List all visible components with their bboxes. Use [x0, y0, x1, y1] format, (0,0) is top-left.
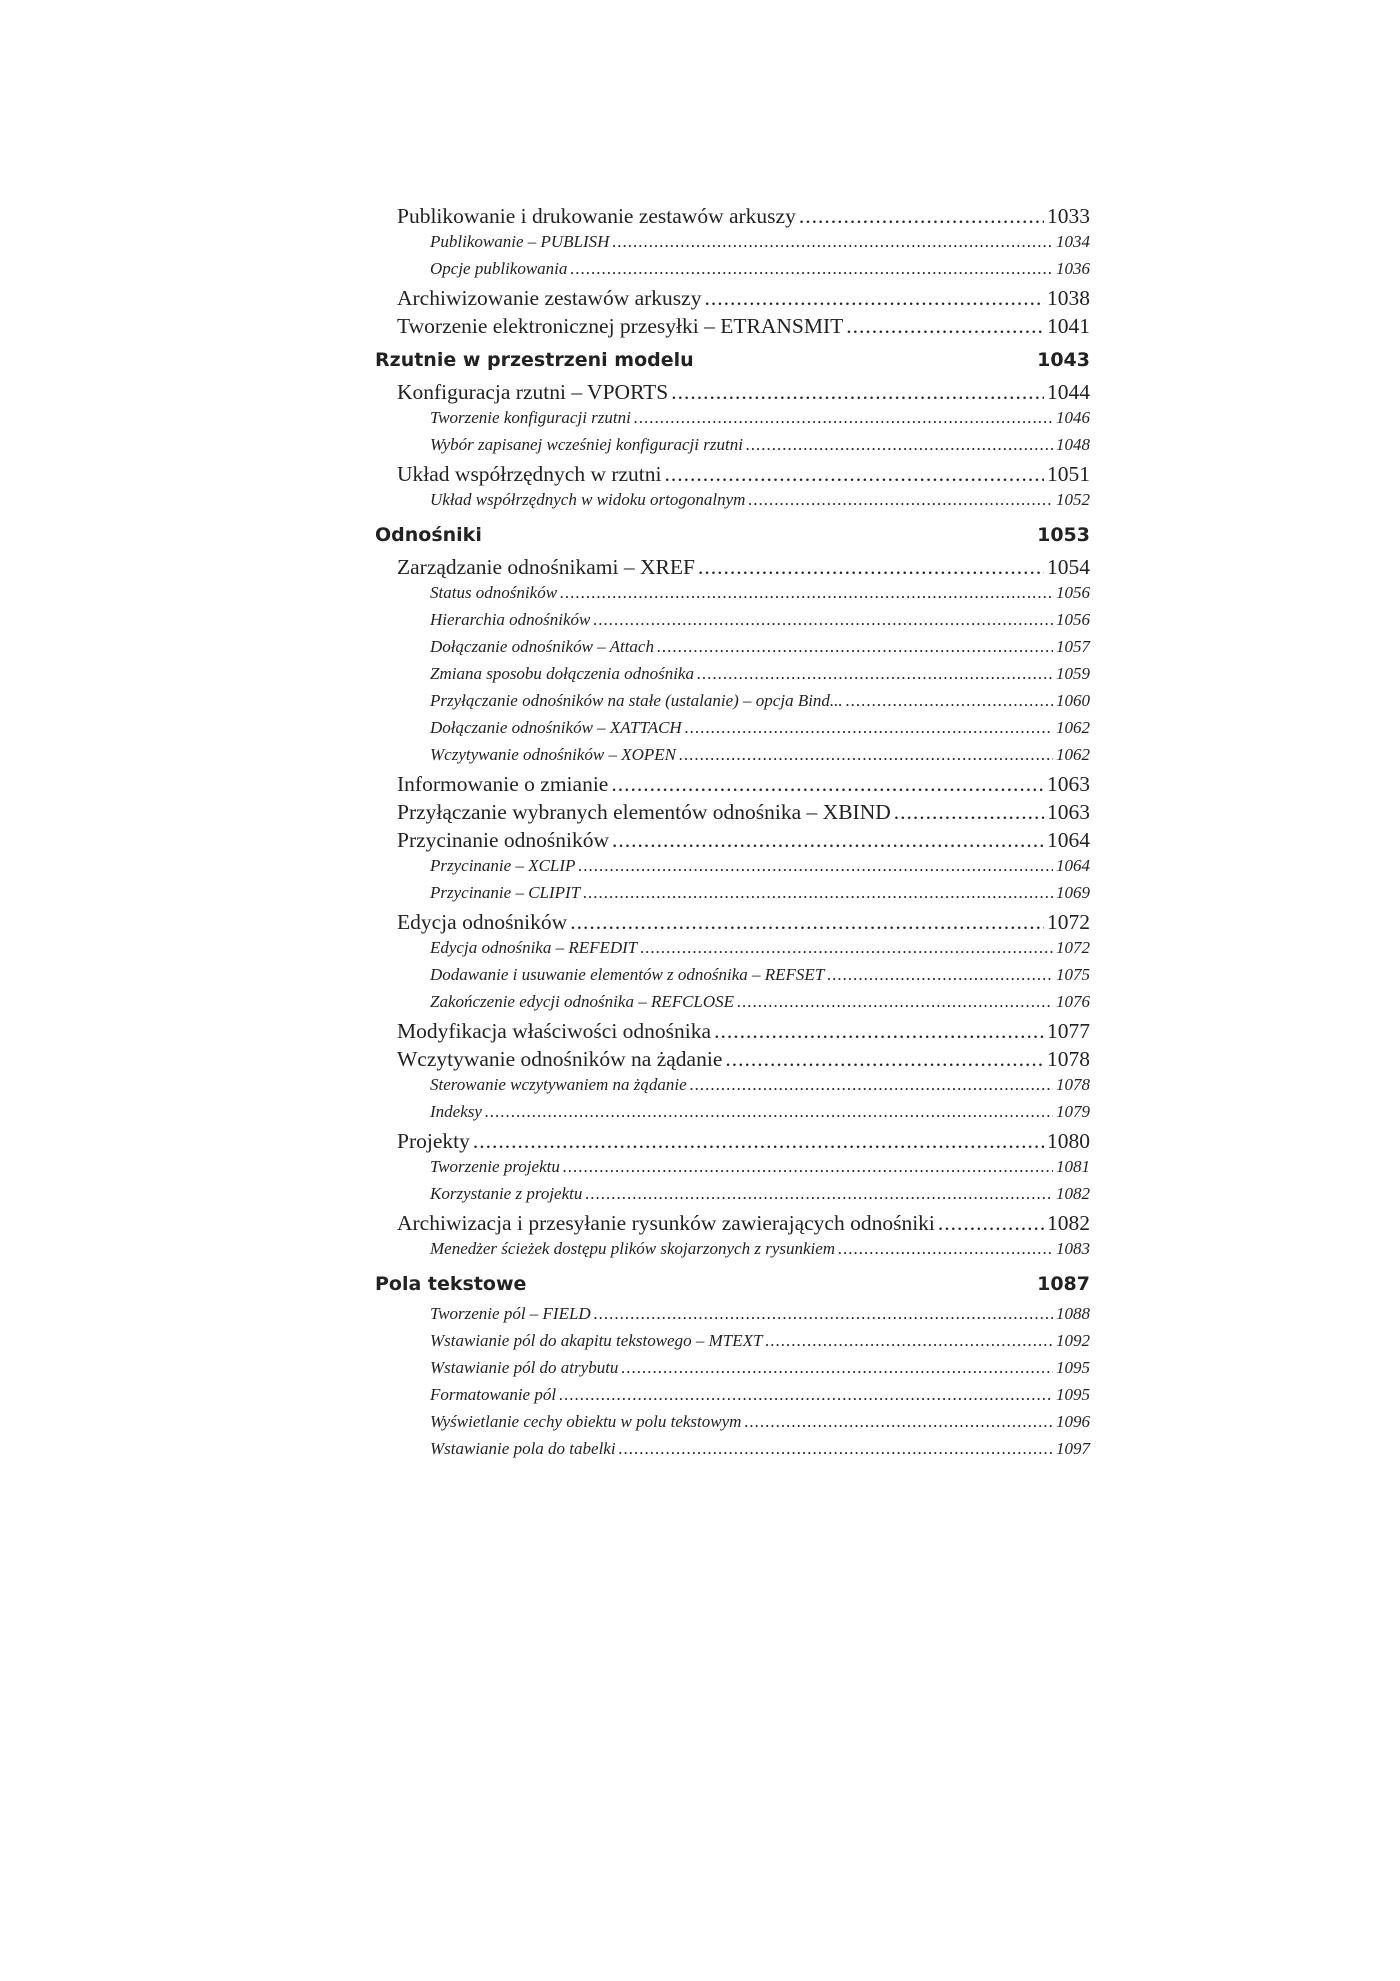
- toc-entry-page: 1051: [1047, 462, 1090, 486]
- toc-entry-title: Hierarchia odnośników: [430, 610, 591, 629]
- toc-entry-page: 1046: [1056, 408, 1090, 427]
- toc-entry-title: Opcje publikowania: [430, 259, 568, 278]
- toc-entry-title: Pola tekstowe: [375, 1273, 527, 1295]
- toc-entry-page: 1062: [1056, 745, 1090, 764]
- toc-chapter: [375, 1273, 1090, 1304]
- toc-entry-page: 1033: [1047, 204, 1090, 228]
- toc-entry-title: Przycinanie – XCLIP: [430, 856, 576, 875]
- toc-subsection: [375, 1239, 1090, 1266]
- toc-entry-page: 1092: [1056, 1331, 1090, 1350]
- toc-entry-title: Przyłączanie wybranych elementów odnośnika – XBIND: [397, 800, 891, 824]
- toc-entry-title: Wczytywanie odnośników na żądanie: [397, 1047, 723, 1071]
- toc-subsection: [375, 1358, 1090, 1385]
- dot-leader: [846, 314, 1044, 339]
- toc-subsection: [375, 745, 1090, 772]
- dot-leader: [746, 435, 1053, 455]
- dot-leader: [725, 1047, 1044, 1072]
- toc-entry-title: Tworzenie elektronicznej przesyłki – ETRANSMIT: [397, 314, 844, 338]
- toc-entry-page: 1069: [1056, 883, 1090, 902]
- toc-entry-page: 1054: [1047, 555, 1090, 579]
- toc-entry-title: Wyświetlanie cechy obiektu w polu tekstowym: [430, 1412, 742, 1431]
- dot-leader: [838, 1239, 1053, 1259]
- toc-section: [375, 1019, 1090, 1047]
- toc-section: [375, 462, 1090, 490]
- dot-leader: [583, 883, 1053, 903]
- toc-subsection: [375, 664, 1090, 691]
- toc-entry-page: 1087: [1037, 1273, 1090, 1295]
- toc-entry-page: 1043: [1037, 349, 1090, 371]
- dot-leader: [570, 910, 1044, 935]
- toc-subsection: [375, 1075, 1090, 1102]
- toc-entry-page: 1062: [1056, 718, 1090, 737]
- dot-leader: [765, 1331, 1053, 1351]
- toc-entry-page: 1056: [1056, 583, 1090, 602]
- dot-leader: [621, 1358, 1053, 1378]
- toc-entry-page: 1077: [1047, 1019, 1090, 1043]
- dot-leader: [744, 1412, 1053, 1432]
- dot-leader: [938, 1211, 1044, 1236]
- toc-entry-page: 1081: [1056, 1157, 1090, 1176]
- dot-leader: [473, 1129, 1044, 1154]
- toc-entry-title: Zakończenie edycji odnośnika – REFCLOSE: [430, 992, 735, 1011]
- toc-entry-page: 1079: [1056, 1102, 1090, 1121]
- dot-leader: [748, 490, 1053, 510]
- dot-leader: [690, 1075, 1053, 1095]
- toc-entry-title: Edycja odnośnika – REFEDIT: [430, 938, 638, 957]
- toc-entry-page: 1059: [1056, 664, 1090, 683]
- dot-leader: [594, 1304, 1053, 1324]
- toc-subsection: [375, 490, 1090, 517]
- dot-leader: [619, 1439, 1053, 1459]
- toc-subsection: [375, 637, 1090, 664]
- toc-entry-page: 1053: [1037, 524, 1090, 546]
- dot-leader: [679, 745, 1053, 765]
- toc-entry-page: 1078: [1047, 1047, 1090, 1071]
- toc-entry-title: Tworzenie pól – FIELD: [430, 1304, 591, 1323]
- toc-section: [375, 1047, 1090, 1075]
- toc-entry-page: 1064: [1047, 828, 1090, 852]
- toc-entry-page: 1075: [1056, 965, 1090, 984]
- toc-entry-title: Rzutnie w przestrzeni modelu: [375, 349, 694, 371]
- dot-leader: [894, 800, 1044, 825]
- toc-entry-page: 1063: [1047, 772, 1090, 796]
- toc-chapter: [375, 349, 1090, 380]
- toc-entry-title: Informowanie o zmianie: [397, 772, 609, 796]
- dot-leader: [697, 664, 1053, 684]
- toc-subsection: [375, 1157, 1090, 1184]
- toc-subsection: [375, 1385, 1090, 1412]
- dot-leader: [714, 1019, 1044, 1044]
- toc-entry-title: Wstawianie pola do tabelki: [430, 1439, 616, 1458]
- toc-subsection: [375, 883, 1090, 910]
- toc-entry-page: 1072: [1056, 938, 1090, 957]
- dot-leader: [612, 828, 1044, 853]
- dot-leader: [737, 992, 1053, 1012]
- toc-subsection: [375, 856, 1090, 883]
- toc-section: [375, 910, 1090, 938]
- toc-entry-page: 1095: [1056, 1385, 1090, 1404]
- toc-entry-title: Korzystanie z projektu: [430, 1184, 583, 1203]
- toc-entry-title: Dołączanie odnośników – XATTACH: [430, 718, 682, 737]
- toc-entry-title: Wybór zapisanej wcześniej konfiguracji rzutni: [430, 435, 743, 454]
- toc-entry-page: 1096: [1056, 1412, 1090, 1431]
- toc-entry-title: Modyfikacja właściwości odnośnika: [397, 1019, 712, 1043]
- dot-leader: [827, 965, 1053, 985]
- dot-leader: [560, 583, 1053, 603]
- toc-entry-title: Dodawanie i usuwanie elementów z odnośnika – REFSET: [430, 965, 825, 984]
- toc-entry-title: Konfiguracja rzutni – VPORTS: [397, 380, 669, 404]
- toc-entry-title: Formatowanie pól: [430, 1385, 557, 1404]
- toc-section: [375, 204, 1090, 232]
- toc-entry-title: Wstawianie pól do atrybutu: [430, 1358, 619, 1377]
- toc-entry-page: 1072: [1047, 910, 1090, 934]
- toc-chapter: [375, 524, 1090, 555]
- dot-leader: [685, 718, 1053, 738]
- toc-subsection: [375, 583, 1090, 610]
- toc-entry-title: Wczytywanie odnośników – XOPEN: [430, 745, 676, 764]
- toc-subsection: [375, 691, 1090, 718]
- dot-leader: [634, 408, 1053, 428]
- toc-subsection: [375, 938, 1090, 965]
- toc-entry-title: Sterowanie wczytywaniem na żądanie: [430, 1075, 687, 1094]
- toc-entry-page: 1041: [1047, 314, 1090, 338]
- toc-entry-page: 1056: [1056, 610, 1090, 629]
- toc-entry-page: 1083: [1056, 1239, 1090, 1258]
- dot-leader: [657, 637, 1053, 657]
- toc-entry-page: 1052: [1056, 490, 1090, 509]
- toc-subsection: [375, 992, 1090, 1019]
- toc-section: [375, 380, 1090, 408]
- toc-entry-title: Edycja odnośników: [397, 910, 568, 934]
- dot-leader: [671, 380, 1044, 405]
- toc-entry-page: 1078: [1056, 1075, 1090, 1094]
- toc-entry-page: 1060: [1056, 691, 1090, 710]
- toc-section: [375, 800, 1090, 828]
- dot-leader: [611, 772, 1044, 797]
- toc-section: [375, 1129, 1090, 1157]
- dot-leader: [698, 555, 1044, 580]
- dot-leader: [578, 856, 1053, 876]
- table-of-contents: [375, 204, 1090, 1466]
- toc-subsection: [375, 408, 1090, 435]
- toc-subsection: [375, 610, 1090, 637]
- dot-leader: [799, 204, 1044, 229]
- toc-entry-title: Projekty: [397, 1129, 470, 1153]
- toc-entry-title: Przyłączanie odnośników na stałe (ustalanie) – opcja Bind...: [430, 691, 843, 710]
- toc-subsection: [375, 259, 1090, 286]
- toc-entry-page: 1097: [1056, 1439, 1090, 1458]
- toc-entry-page: 1064: [1056, 856, 1090, 875]
- toc-entry-title: Odnośniki: [375, 524, 482, 546]
- toc-entry-title: Tworzenie projektu: [430, 1157, 560, 1176]
- toc-entry-title: Indeksy: [430, 1102, 482, 1121]
- toc-entry-title: Wstawianie pól do akapitu tekstowego – MTEXT: [430, 1331, 763, 1350]
- toc-subsection: [375, 232, 1090, 259]
- dot-leader: [563, 1157, 1053, 1177]
- toc-entry-title: Archiwizowanie zestawów arkuszy: [397, 286, 702, 310]
- toc-entry-page: 1057: [1056, 637, 1090, 656]
- toc-subsection: [375, 1184, 1090, 1211]
- dot-leader: [846, 691, 1053, 711]
- toc-entry-page: 1034: [1056, 232, 1090, 251]
- dot-leader: [704, 286, 1044, 311]
- toc-entry-page: 1088: [1056, 1304, 1090, 1323]
- toc-entry-title: Archiwizacja i przesyłanie rysunków zawierających odnośniki: [397, 1211, 935, 1235]
- toc-entry-title: Układ współrzędnych w rzutni: [397, 462, 662, 486]
- toc-entry-title: Układ współrzędnych w widoku ortogonalnym: [430, 490, 746, 509]
- toc-entry-page: 1095: [1056, 1358, 1090, 1377]
- toc-entry-page: 1082: [1047, 1211, 1090, 1235]
- toc-section: [375, 828, 1090, 856]
- toc-entry-title: Przycinanie odnośników: [397, 828, 609, 852]
- toc-entry-title: Publikowanie i drukowanie zestawów arkuszy: [397, 204, 796, 228]
- toc-subsection: [375, 718, 1090, 745]
- dot-leader: [665, 462, 1045, 487]
- toc-entry-page: 1063: [1047, 800, 1090, 824]
- dot-leader: [570, 259, 1053, 279]
- dot-leader: [559, 1385, 1053, 1405]
- dot-leader: [585, 1184, 1053, 1204]
- toc-entry-title: Status odnośników: [430, 583, 558, 602]
- toc-entry-title: Tworzenie konfiguracji rzutni: [430, 408, 631, 427]
- dot-leader: [485, 1102, 1053, 1122]
- toc-entry-title: Przycinanie – CLIPIT: [430, 883, 581, 902]
- toc-subsection: [375, 1412, 1090, 1439]
- toc-subsection: [375, 1304, 1090, 1331]
- toc-subsection: [375, 965, 1090, 992]
- toc-section: [375, 286, 1090, 314]
- toc-entry-title: Dołączanie odnośników – Attach: [430, 637, 654, 656]
- toc-entry-page: 1036: [1056, 259, 1090, 278]
- toc-entry-title: Menedżer ścieżek dostępu plików skojarzonych z rysunkiem: [430, 1239, 836, 1258]
- toc-subsection: [375, 435, 1090, 462]
- toc-subsection: [375, 1331, 1090, 1358]
- dot-leader: [593, 610, 1053, 630]
- toc-section: [375, 1211, 1090, 1239]
- toc-subsection: [375, 1439, 1090, 1466]
- toc-entry-title: Zmiana sposobu dołączenia odnośnika: [430, 664, 694, 683]
- dot-leader: [640, 938, 1053, 958]
- toc-entry-page: 1044: [1047, 380, 1090, 404]
- toc-entry-title: Zarządzanie odnośnikami – XREF: [397, 555, 695, 579]
- toc-entry-page: 1082: [1056, 1184, 1090, 1203]
- dot-leader: [612, 232, 1053, 252]
- toc-subsection: [375, 1102, 1090, 1129]
- toc-section: [375, 314, 1090, 342]
- toc-entry-page: 1076: [1056, 992, 1090, 1011]
- toc-entry-page: 1080: [1047, 1129, 1090, 1153]
- toc-section: [375, 772, 1090, 800]
- toc-entry-page: 1048: [1056, 435, 1090, 454]
- toc-entry-page: 1038: [1047, 286, 1090, 310]
- toc-section: [375, 555, 1090, 583]
- toc-entry-title: Publikowanie – PUBLISH: [430, 232, 610, 251]
